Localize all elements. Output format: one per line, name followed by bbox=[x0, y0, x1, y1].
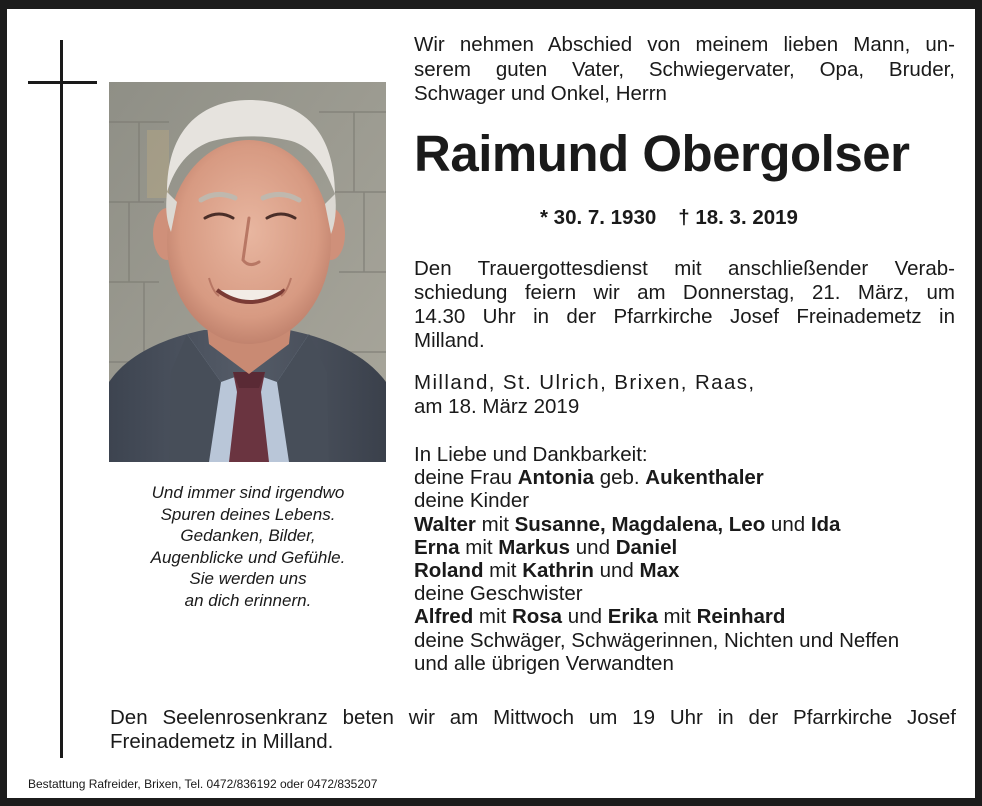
rosary-line: Freinademetz in Milland. bbox=[110, 730, 334, 753]
poem-line: Spuren deines Lebens. bbox=[160, 504, 336, 524]
child-line bbox=[414, 536, 974, 559]
connector: mit bbox=[483, 559, 523, 583]
poem-line: Sie werden uns bbox=[189, 569, 307, 588]
service-line: 14.30 Uhr in der Pfarrkirche Josef Freinademetz in bbox=[414, 305, 955, 328]
cross-horizontal-bar bbox=[28, 81, 97, 84]
child-line bbox=[414, 513, 974, 536]
wife-maiden-name: Aukenthaler bbox=[645, 466, 764, 490]
child-name: Erna bbox=[414, 535, 460, 559]
partner-name: Daniel bbox=[615, 535, 678, 559]
partner-name: Ida bbox=[810, 512, 841, 536]
wife-name: Antonia bbox=[517, 466, 594, 490]
sibling-name: Alfred bbox=[414, 605, 474, 629]
poem-line: an dich erinnern. bbox=[184, 590, 312, 610]
child-line bbox=[414, 559, 974, 582]
intro-line: Schwager und Onkel, Herrn bbox=[414, 82, 667, 105]
birth-date: * 30. 7. 1930 bbox=[540, 206, 657, 229]
connector: und bbox=[593, 559, 640, 583]
portrait-photo bbox=[109, 82, 386, 462]
funeral-home-footer: Bestattung Rafreider, Brixen, Tel. 0472/836192 oder 0472/835207 bbox=[28, 777, 378, 791]
life-dates bbox=[540, 206, 798, 230]
poem-line: Augenblicke und Gefühle. bbox=[150, 547, 346, 567]
memorial-poem bbox=[110, 482, 386, 611]
siblings-line bbox=[414, 605, 974, 628]
service-line: schiedung feiern wir am Donnerstag, 21. März, um bbox=[414, 281, 955, 304]
intro-line: serem guten Vater, Schwiegervater, Opa, Bruder, bbox=[414, 57, 955, 81]
in-laws-line: deine Schwäger, Schwägerinnen, Nichten und Neffen bbox=[414, 628, 900, 652]
connector: mit bbox=[657, 605, 697, 629]
connector: mit bbox=[459, 535, 499, 559]
wife-line bbox=[414, 466, 974, 489]
place-and-date bbox=[414, 371, 814, 419]
rosary-notice bbox=[110, 706, 956, 754]
relatives-line: und alle übrigen Verwandten bbox=[414, 651, 674, 675]
partner-name: Rosa bbox=[511, 605, 563, 629]
child-name: Roland bbox=[414, 559, 484, 583]
rosary-line: Den Seelenrosenkranz beten wir am Mittwoch um 19 Uhr in der Pfarrkirche Josef bbox=[110, 706, 956, 729]
poem-line: Und immer sind irgendwo bbox=[151, 483, 345, 502]
death-date: † 18. 3. 2019 bbox=[678, 206, 798, 229]
child-name: Walter bbox=[414, 512, 476, 536]
places-line: Milland, St. Ulrich, Brixen, Raas, bbox=[414, 371, 756, 394]
partner-name: Markus bbox=[498, 535, 571, 559]
service-line: Den Trauergottesdienst mit anschließender Verab- bbox=[414, 257, 955, 280]
partner-name: Max bbox=[639, 559, 680, 583]
wife-born-as: geb. bbox=[594, 466, 646, 490]
cross-vertical-bar bbox=[60, 40, 63, 758]
family-mourners bbox=[414, 443, 974, 675]
children-label: deine Kinder bbox=[414, 489, 530, 513]
partner-name: Kathrin bbox=[522, 559, 594, 583]
intro-line: Wir nehmen Abschied von meinem lieben Mann, un- bbox=[414, 33, 955, 56]
connector: und bbox=[765, 512, 811, 536]
partner-names: Susanne, Magdalena, Leo bbox=[514, 512, 766, 536]
service-line: Milland. bbox=[414, 329, 485, 352]
farewell-intro bbox=[414, 33, 955, 107]
connector: mit bbox=[475, 512, 515, 536]
sibling-name: Erika bbox=[607, 605, 658, 629]
connector: mit bbox=[473, 605, 512, 629]
poem-line: Gedanken, Bilder, bbox=[180, 526, 316, 545]
wife-prefix: deine Frau bbox=[414, 466, 518, 490]
connector: und bbox=[562, 605, 608, 629]
partner-name: Reinhard bbox=[696, 605, 786, 629]
siblings-label: deine Geschwister bbox=[414, 582, 583, 606]
funeral-service-text bbox=[414, 257, 955, 353]
date-line: am 18. März 2019 bbox=[414, 395, 580, 418]
deceased-name: Raimund Obergolser bbox=[414, 125, 910, 182]
family-intro: In Liebe und Dankbarkeit: bbox=[414, 443, 648, 466]
connector: und bbox=[570, 535, 616, 559]
